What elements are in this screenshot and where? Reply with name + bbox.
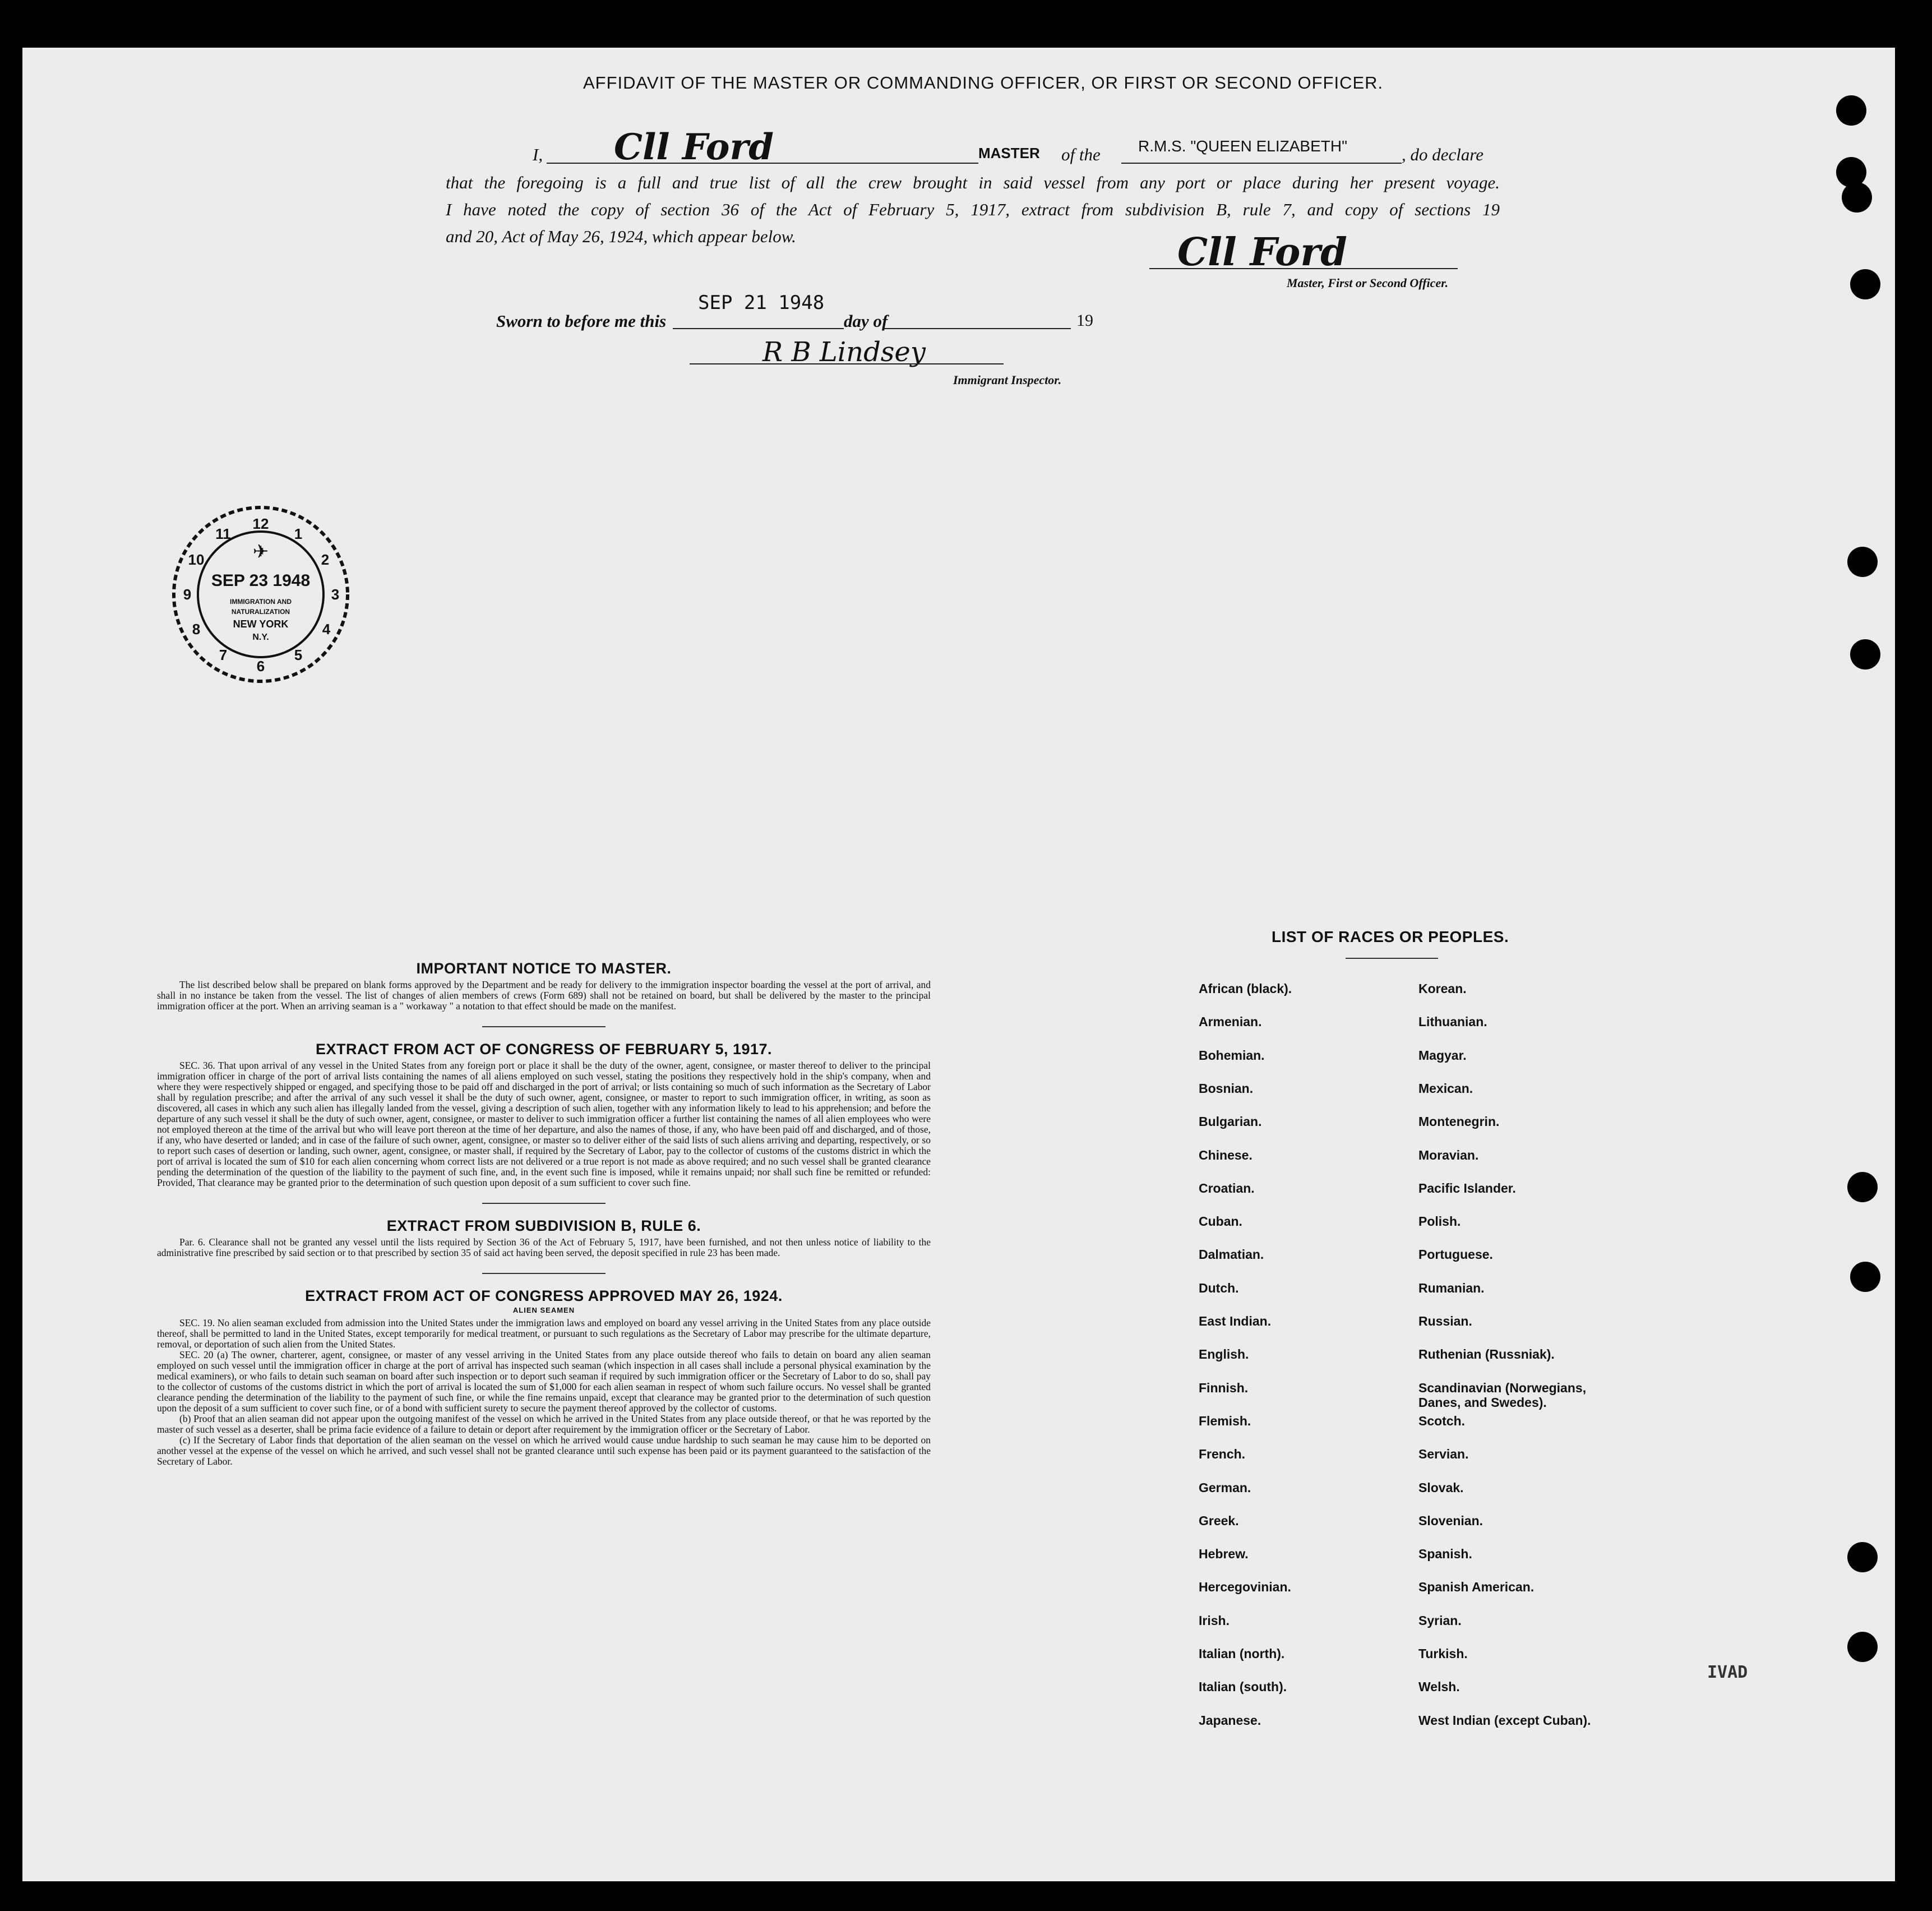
extract-rule6-text: Par. 6. Clearance shall not be granted any vessel until the lists required by Section 36 of the Act of February 5, 1917, have been furnished, and not then unless notice of liability to the administrative fine prescribed by said section or to that prescribed by section 35 of said act having been served, the deposit specified in rule 23 has been made. <box>157 1236 931 1258</box>
race-item: Portuguese. <box>1418 1247 1493 1262</box>
notices-section <box>157 960 931 1467</box>
binder-hole <box>1850 639 1880 670</box>
stamp-clock-label: 7 <box>219 647 228 663</box>
race-item: Bosnian. <box>1199 1081 1254 1096</box>
race-item: French. <box>1199 1447 1246 1462</box>
inspector-signature: R B Lindsey <box>762 336 926 368</box>
important-notice-text: The list described below shall be prepared on blank forms approved by the Department and be ready for delivery to the immigration inspector boarding the vessel at the port of arrival, and shall in no instance be taken from the vessel. The list of changes of alien members of crews (Form 689) shall not be retained on board, but shall be delivered by the master to the principal immigration officer at the port. When an arriving seaman is a " workaway " a notation to that effect should be made on the manifest. <box>157 979 931 1012</box>
race-item: Rumanian. <box>1418 1280 1485 1295</box>
race-item: Armenian. <box>1199 1014 1262 1030</box>
binder-hole <box>1850 1262 1880 1292</box>
race-item: Pacific Islander. <box>1418 1180 1516 1195</box>
affidavit-line-3: I have noted the copy of section 36 of the Act of February 5, 1917, extract from subdivision B, rule 7, and copy of sections 19 <box>446 200 1500 219</box>
do-declare-label: , do declare <box>1402 145 1484 164</box>
stamp-clock-label: 6 <box>256 658 265 675</box>
affidavit-line-4: and 20, Act of May 26, 1924, which appear below. <box>446 227 796 246</box>
stamp-clock-label: 5 <box>294 647 303 663</box>
divider <box>482 1026 606 1027</box>
immigration-clock-stamp <box>168 502 353 687</box>
race-item: Magyar. <box>1418 1047 1467 1063</box>
divider <box>482 1273 606 1274</box>
race-item: Greek. <box>1199 1513 1239 1528</box>
day-of-label: day of <box>844 311 888 331</box>
master-label: MASTER <box>978 145 1040 161</box>
stamp-line-3: NEW YORK <box>233 618 289 630</box>
extract-1924-sec20a: SEC. 20 (a) The owner, charterer, agent, consignee, or master of any vessel arriving in the United States from any place outside thereof who fails to detain on board any alien seaman employed on such vessel until the immigration officer in charge at the port of arrival has inspected such seaman (which inspection in all cases shall include a personal physical examination by the medical examiners), or who fails to detain such seaman on board after such inspection or to deport such seaman if required by such immigration officer or the Secretary of Labor to do so, shall pay to the collector of customs of the customs district in which the port of arrival is located the sum of $1,000 for each alien seaman in respect of whom such failure occurs. No vessel shall be granted clearance pending the determination of the liability to the payment of such fine, or while the fine remains unpaid, except that clearance may be granted prior to the determination of such question upon the deposit of a sum sufficient to cover such fine, or of a bond with sufficient surety to secure the payment thereof approved by the collector of customs. <box>157 1349 931 1414</box>
affidavit-line-2: that the foregoing is a full and true list of all the crew brought in said vessel from any port or place during her present voyage. <box>446 173 1500 192</box>
race-item: Moravian. <box>1418 1147 1479 1162</box>
race-item: Spanish American. <box>1418 1580 1534 1595</box>
inspector-line <box>690 363 1004 364</box>
race-item: Dalmatian. <box>1199 1247 1264 1262</box>
race-item: Polish. <box>1418 1214 1461 1229</box>
extract-1917-title: EXTRACT FROM ACT OF CONGRESS OF FEBRUARY 5, 1917. <box>315 1041 773 1058</box>
binder-hole <box>1842 182 1872 213</box>
divider <box>1346 958 1438 959</box>
race-item: Russian. <box>1418 1314 1472 1328</box>
officer-label: Master, First or Second Officer. <box>1287 276 1449 290</box>
binder-hole <box>1847 1542 1878 1572</box>
stamp-clock-label: 9 <box>183 586 192 603</box>
of-the-label: of the <box>1061 145 1101 164</box>
race-item: English. <box>1199 1347 1249 1362</box>
race-item: Syrian. <box>1418 1613 1462 1628</box>
race-item: Slovak. <box>1418 1480 1464 1495</box>
extract-1917-text: SEC. 36. That upon arrival of any vessel in the United States from any foreign port or place it shall be the duty of the owner, agent, consignee, or master thereof to deliver to the principal immigration officer in charge of the port of arrival lists containing the names of all aliens employed on such vessel, stating the positions they respectively hold in the ship's company, when and where they were respectively shipped or engaged, and specifying those to be paid off and discharged in the port of arrival; or lists containing so much of such information as the Secretary of Labor shall by regulation prescribe; and after the arrival of any such vessel it shall be the duty of such owner, agent, consignee, or master to report to such immigration officer, in writing, as soon as discovered, all cases in which any such alien has illegally landed from the vessel, giving a description of such alien, together with any information likely to lead to his apprehension; and before the departure of any such vessel it shall be the duty of such owner, agent, consignee, or master to deliver to such immigration officer a further list containing the names of all alien employees who were not employed thereon at the time of the arrival but who will leave port thereon at the time of her departure, and also the names of those, if any, who have been paid off and discharged, and of those, if any, who have deserted or landed; and in case of the failure of such owner, agent, consignee, or master so to deliver either of the said lists of such aliens arriving and departing, respectively, or so to report such cases of desertion or landing, such owner, agent, consignee, or master shall, if required by the Secretary of Labor, pay to the collector of customs of the customs district in which the port of arrival is located the sum of $10 for each alien concerning whom correct lists are not delivered or a true report is not made as above required; and no such vessel shall be granted clearance pending the determination of the question of the liability to the payment of such fine, and, in the event such fine is imposed, while it remains unpaid; nor shall such fine be remitted or refunded: Provided, That clearance may be granted prior to the determination of such question upon deposit of a sum sufficient to cover such fine. <box>157 1060 931 1188</box>
race-item: Italian (north). <box>1199 1646 1285 1661</box>
race-item: African (black). <box>1199 981 1292 996</box>
race-item: Spanish. <box>1418 1547 1472 1562</box>
race-item: Japanese. <box>1199 1712 1261 1728</box>
sworn-date-line <box>673 328 844 329</box>
race-item: Bohemian. <box>1199 1047 1265 1063</box>
divider <box>482 1203 606 1204</box>
officer-signature: Cll Ford <box>1177 230 1347 275</box>
margin-mark: IVAD <box>1707 1663 1748 1682</box>
race-item: Lithuanian. <box>1418 1014 1487 1030</box>
extract-1924-title: EXTRACT FROM ACT OF CONGRESS APPROVED MAY 26, 1924. <box>305 1287 783 1304</box>
race-item: Turkish. <box>1418 1646 1468 1661</box>
binder-hole <box>1847 547 1878 577</box>
race-item: Finnish. <box>1199 1380 1249 1395</box>
race-item: Servian. <box>1418 1447 1469 1462</box>
binder-hole <box>1847 1632 1878 1662</box>
day-line <box>883 328 1071 329</box>
extract-rule6-title: EXTRACT FROM SUBDIVISION B, RULE 6. <box>386 1217 701 1234</box>
race-item: East Indian. <box>1199 1314 1272 1328</box>
races-title: LIST OF RACES OR PEOPLES. <box>1272 928 1509 945</box>
race-item: Mexican. <box>1418 1081 1473 1096</box>
sworn-label: Sworn to before me this <box>496 311 667 331</box>
extract-1924-sec20c: (c) If the Secretary of Labor finds that deportation of the alien seaman on the vessel on which he arrived would cause undue hardship to such seaman he may cause him to be deported on another vessel at the expense of the vessel on which he arrived, and such vessel shall not be granted clearance until such expense has been paid or its payment guaranteed to the satisfaction of the Secretary of Labor. <box>157 1434 931 1467</box>
svg-text:✈: ✈ <box>252 541 269 563</box>
stamp-clock-label: 1 <box>294 525 303 542</box>
sworn-date: SEP 21 1948 <box>698 292 825 314</box>
binder-hole <box>1836 95 1866 126</box>
race-item: Croatian. <box>1199 1180 1255 1195</box>
race-item: Flemish. <box>1199 1413 1251 1428</box>
race-item: Hercegovinian. <box>1199 1580 1291 1595</box>
inspector-label: Immigrant Inspector. <box>953 373 1062 387</box>
stamp-clock-label: 8 <box>192 621 201 638</box>
important-notice-title: IMPORTANT NOTICE TO MASTER. <box>416 960 672 977</box>
alien-seamen-subtitle: ALIEN SEAMEN <box>512 1306 575 1314</box>
race-item: Italian (south). <box>1199 1679 1287 1695</box>
affidavit-i-label: I, <box>533 145 543 164</box>
stamp-line-2: NATURALIZATION <box>231 608 290 616</box>
stamp-clock-label: 12 <box>252 515 269 532</box>
race-item: Cuban. <box>1199 1214 1242 1229</box>
stamp-clock-label: 10 <box>188 551 205 568</box>
race-item: Dutch. <box>1199 1280 1239 1295</box>
race-item: West Indian (except Cuban). <box>1418 1712 1591 1728</box>
race-item: Scotch. <box>1418 1413 1466 1428</box>
stamp-clock-label: 11 <box>215 525 231 542</box>
affidavit-title: AFFIDAVIT OF THE MASTER OR COMMANDING OFFICER, OR FIRST OR SECOND OFFICER. <box>583 73 1384 93</box>
stamp-clock-label: 2 <box>321 551 330 568</box>
extract-1924-sec20b: (b) Proof that an alien seaman did not appear upon the outgoing manifest of the vessel on which he arrived in the United States from any place outside thereof, or that he was reported by the master of such vessel as a deserter, shall be prima facie evidence of a failure to detain or deport after requirement by the immigration officer or the Secretary of Labor. <box>157 1413 931 1435</box>
stamp-line-1: IMMIGRATION AND <box>230 598 292 606</box>
stamp-date: SEP 23 1948 <box>211 571 311 590</box>
stamp-line-4: N.Y. <box>252 633 269 642</box>
race-item: Irish. <box>1199 1613 1230 1628</box>
race-item: Welsh. <box>1418 1679 1460 1695</box>
extract-1924-sec19: SEC. 19. No alien seaman excluded from admission into the United States under the immigration laws and employed on board any vessel arriving in the United States from any place outside thereof, shall be permitted to land in the United States, except temporarily for medical treatment, or pursuant to such regulations as the Secretary of Labor may prescribe for the ultimate departure, removal, or deportation of such alien from the United States. <box>157 1317 931 1350</box>
race-item: Bulgarian. <box>1199 1114 1262 1129</box>
race-item: German. <box>1199 1480 1251 1495</box>
year-prefix: 19 <box>1076 311 1093 330</box>
vessel-name: R.M.S. "QUEEN ELIZABETH" <box>1138 137 1348 155</box>
master-signature: Cll Ford <box>614 126 774 168</box>
binder-hole <box>1847 1172 1878 1202</box>
officer-line <box>1149 268 1458 269</box>
stamp-clock-label: 4 <box>322 621 331 638</box>
stamp-clock-label: 3 <box>331 586 340 603</box>
race-item: Slovenian. <box>1418 1513 1483 1528</box>
race-item: Korean. <box>1418 981 1467 996</box>
race-item: Ruthenian (Russniak). <box>1418 1347 1555 1362</box>
race-item: Hebrew. <box>1199 1547 1249 1562</box>
race-item: Chinese. <box>1199 1147 1252 1162</box>
race-item: Scandinavian (Norwegians, Danes, and Swedes). <box>1418 1380 1587 1410</box>
vessel-line <box>1121 163 1402 164</box>
binder-hole <box>1850 269 1880 299</box>
race-item: Montenegrin. <box>1418 1114 1500 1129</box>
